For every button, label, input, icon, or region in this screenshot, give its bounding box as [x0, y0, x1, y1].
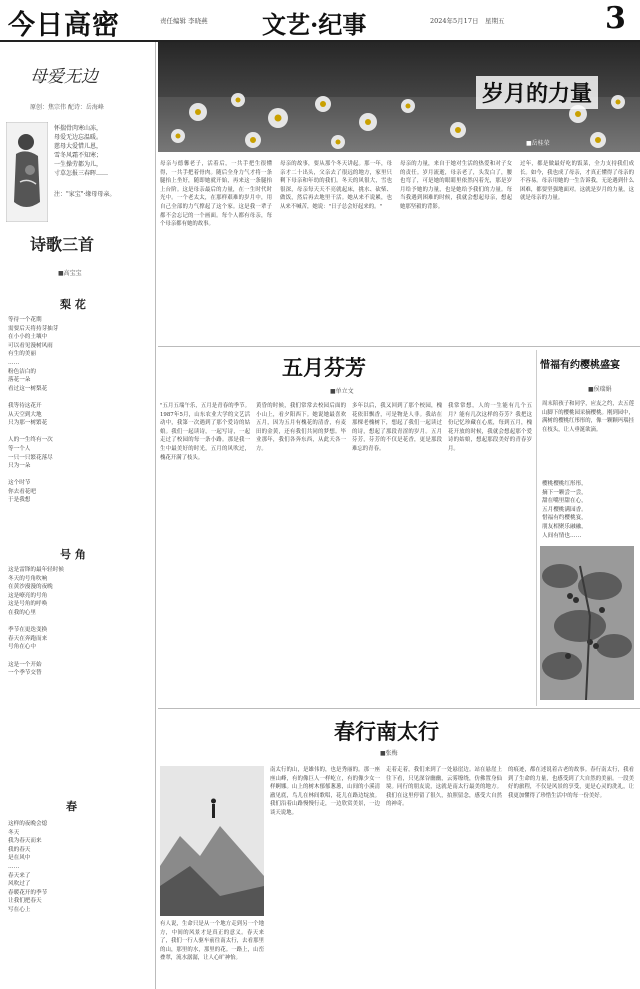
article3-title: 惜福有约樱桃盛宴 — [540, 360, 620, 371]
masthead — [0, 0, 640, 42]
mother-child-sketch — [6, 122, 48, 222]
article2-col3: 多年以后，我又回到了那个校园，槐花依旧飘香，可是物是人非。我站在那棵老槐树下，想起了我们一起读过的诗，想起了那段青涩的岁月。五月芬芳，芬芳的不仅是花香，更是那段难忘的青春。 — [352, 403, 442, 452]
article4-col4: 的痕迹，都在述说着古老的故事。春行南太行，我看到了生命的力量，也感受到了大自然的美丽。一段美好的旅程，不仅是风景的享受，更是心灵的洗礼，让我更加懂得了珍惜生活中的每一份美好。 — [508, 767, 634, 799]
essay-poem: 怀揣骨肉寒山冻， 母爱无边忘温暖。 慈母大爱惜儿恩， 雪冬风霜不知寒； 一生操劳都为儿， 寸草怎报三春晖…… — [54, 125, 109, 177]
page-number: 3 — [605, 1, 626, 36]
article1-col3: 母亲的力量，来自于她对生活的热爱和对子女的责任。岁月流逝，母亲老了，头发白了，腰也弯了，可是她的眼睛里依然闪着光，那是岁月给予她的力量，也是她给予我们的力量。每当我遇到困难的时候，我就会想起母亲，想起她那坚毅的背影。 — [400, 161, 512, 210]
divider — [158, 346, 640, 347]
article1-author: ■岳桂荣 — [526, 140, 550, 147]
newspaper-logo: 今日高密 — [8, 10, 120, 41]
article1-col1: 母亲与德馨老子，活着后，一共手把生很懂得，一共手把着骨肉。随后全身力气才将一条腿抬上坐好，随即她就开始，再来这一条腿抬上台阶。这是母亲最后的力量，在一生时代时光中。一个老太太，在那样艰难的岁月中，用自己全部的力气撑起了这个家。这是我一辈子都不会忘记的一个画面。每个人都有母亲，每个母亲都有她的故事。 — [160, 161, 272, 228]
cherry-tree-image — [540, 546, 634, 700]
article3-col1: 周末陪孩子和同学，应友之约，去五莲山脚下的樱桃园采摘樱桃。刚到园中，满树的樱桃红彤彤的，像一颗颗玛瑙挂在枝头，让人垂涎欲滴。 — [542, 401, 634, 433]
poem3-body: 这样的夜晚会熄 冬天 我为春天而来 我的春天 是在风中 …… 春天来了 风吹过了 春暖花开的季节 让我们把春天 写在心上 — [8, 821, 48, 913]
article4-col3: 走着走着，我们来到了一处悬崖边。站在悬崖上往下看，只见深谷幽幽，云雾缭绕，仿佛置身仙境。同行的朋友说，这就是南太行最美的地方。我们在这里停留了很久，拍照留念，感受大自然的神奇。 — [386, 767, 502, 808]
article-banner — [158, 42, 640, 152]
article1-title: 岁月的力量 — [476, 76, 598, 109]
poems-section-title: 诗歌三首 — [30, 235, 95, 254]
left-column — [0, 42, 156, 989]
article4-col1: 有人说，生命只是从一个地方走到另一个地方，中间的风景才是真正的意义。春天来了，我们一行人驱车前往南太行，去看那里的山，那里的水，那里的花。一路上，山峦叠翠，流水潺潺，让人心旷神怡。 — [160, 921, 264, 962]
poems-author: ■高宝宝 — [58, 270, 82, 277]
column-divider — [536, 350, 537, 706]
poem3-title: 春 — [66, 800, 77, 813]
mountain-photo — [160, 766, 264, 916]
article2-col4: 我常常想，人的一生能有几个五月？能有几次这样的芬芳？我把这份记忆珍藏在心底，每到五月，槐花开放的时候，我就会想起那个爱诗的姑娘，想起那段美好的青春岁月。 — [448, 403, 532, 452]
cherry-photo — [540, 546, 634, 700]
article2-title: 五月芬芳 — [282, 355, 366, 380]
article2-author: ■单立文 — [330, 388, 354, 395]
poem1-body: 等待一个花期 需要后天将持芽抽芽 在小小的土壤中 可以看见漫树风雨 有生的美丽 …… 粉色洁白的 落花一朵 看过这一树梨花 我等待这花开 从天空到大地 只为那一树繁花 人的一生终有一次 等一个人 一只一只繁花落尽 只为一朵 这个时节 你去看花吧 于是我想 — [8, 317, 59, 504]
issue-date: 2024年5月17日 — [430, 17, 479, 25]
poem2-title: 号 角 — [60, 548, 86, 561]
article1-col2: 母亲的故事，要从那个冬天讲起。那一年，母亲才二十出头，父亲去了很远的地方，家里只剩下母亲和年幼的我们。冬天的风很大，雪也很深，母亲每天天不亮就起床，挑水、砍柴、做饭，然后再去地里干活。她从来不说累，也从来不喊苦，她说："日子总会好起来的。" — [280, 161, 392, 210]
essay-credits: 原创：焦宗伟 配诗：岳海峰 — [30, 104, 104, 111]
article4-col2: 南太行的山，是雄伟的，也是秀丽的。那一座座山峰，有的像巨人一样屹立，有的像少女一样婀娜。山上的树木郁郁葱葱，山间的小溪清澈见底，鸟儿在林间歌唱，花儿在路边绽放。我们沿着山路慢慢行走，一边欣赏美景，一边谈天说地。 — [270, 767, 380, 816]
poem2-body: 这是雷锋的最年轻时候 冬天的号角吹响 在黄沙漫漫的夜晚 这是嘹亮的号角 这是号角的呼唤 在我的心里 季节在更迭变换 春天在奔跑而来 号角在心中 这是一个开始 一个季节交替 — [8, 567, 64, 677]
editor-credits: 责任编辑 李晓燕 — [160, 17, 208, 25]
article2-col2: 黄昏的时候，我们常常去校园后面的小山上，看夕阳西下。她说她最喜欢五月，因为五月有槐花的清香，有麦田的金黄，还有我们共同的梦想。毕业那年，我们各奔东西，从此天各一方。 — [256, 403, 346, 452]
essay-note: 注："家宝"·缘母母亲。 — [54, 191, 116, 198]
poem1-title: 梨 花 — [60, 298, 86, 311]
issue-weekday: 星期五 — [485, 17, 505, 25]
divider — [158, 708, 640, 709]
article2-col1: "五月五端午乐，五月是青春的季节。1987年5月，山东农业大学的文艺活动中，我第一次遇到了那个爱诗的姑娘。我们一起读诗，一起写诗，一起走过了校园的每一条小路。那是我一生中最美好的时光，五月的风吹过，槐花开满了枝头。 — [160, 403, 250, 461]
essay-title: 母爱无边 — [30, 67, 98, 87]
mountain-hiker-image — [160, 766, 264, 916]
article4-author: ■张梅 — [380, 750, 398, 757]
article1-col4: 过年，都是做最好吃的饭菜，全力支持我们成长。如今，我也成了母亲，才真正懂得了母亲的不容易。母亲用她的一生告诉我，无论遇到什么困难，都要坚强地面对。这就是岁月的力量，这就是母亲的力量。 — [520, 161, 634, 202]
section-title: 文艺·纪事 — [262, 10, 367, 39]
article3-verse: 樱桃樱桃红彤彤， 摘下一颗尝一尝， 甜在嘴里甜在心， 五月樱桃满园香。 惜福有约樱桃宴， 朋友相聚乐融融， 人间有情也…… — [542, 481, 587, 539]
article4-title: 春行南太行 — [334, 719, 439, 744]
article3-author: ■侯瑞娟 — [588, 386, 612, 393]
